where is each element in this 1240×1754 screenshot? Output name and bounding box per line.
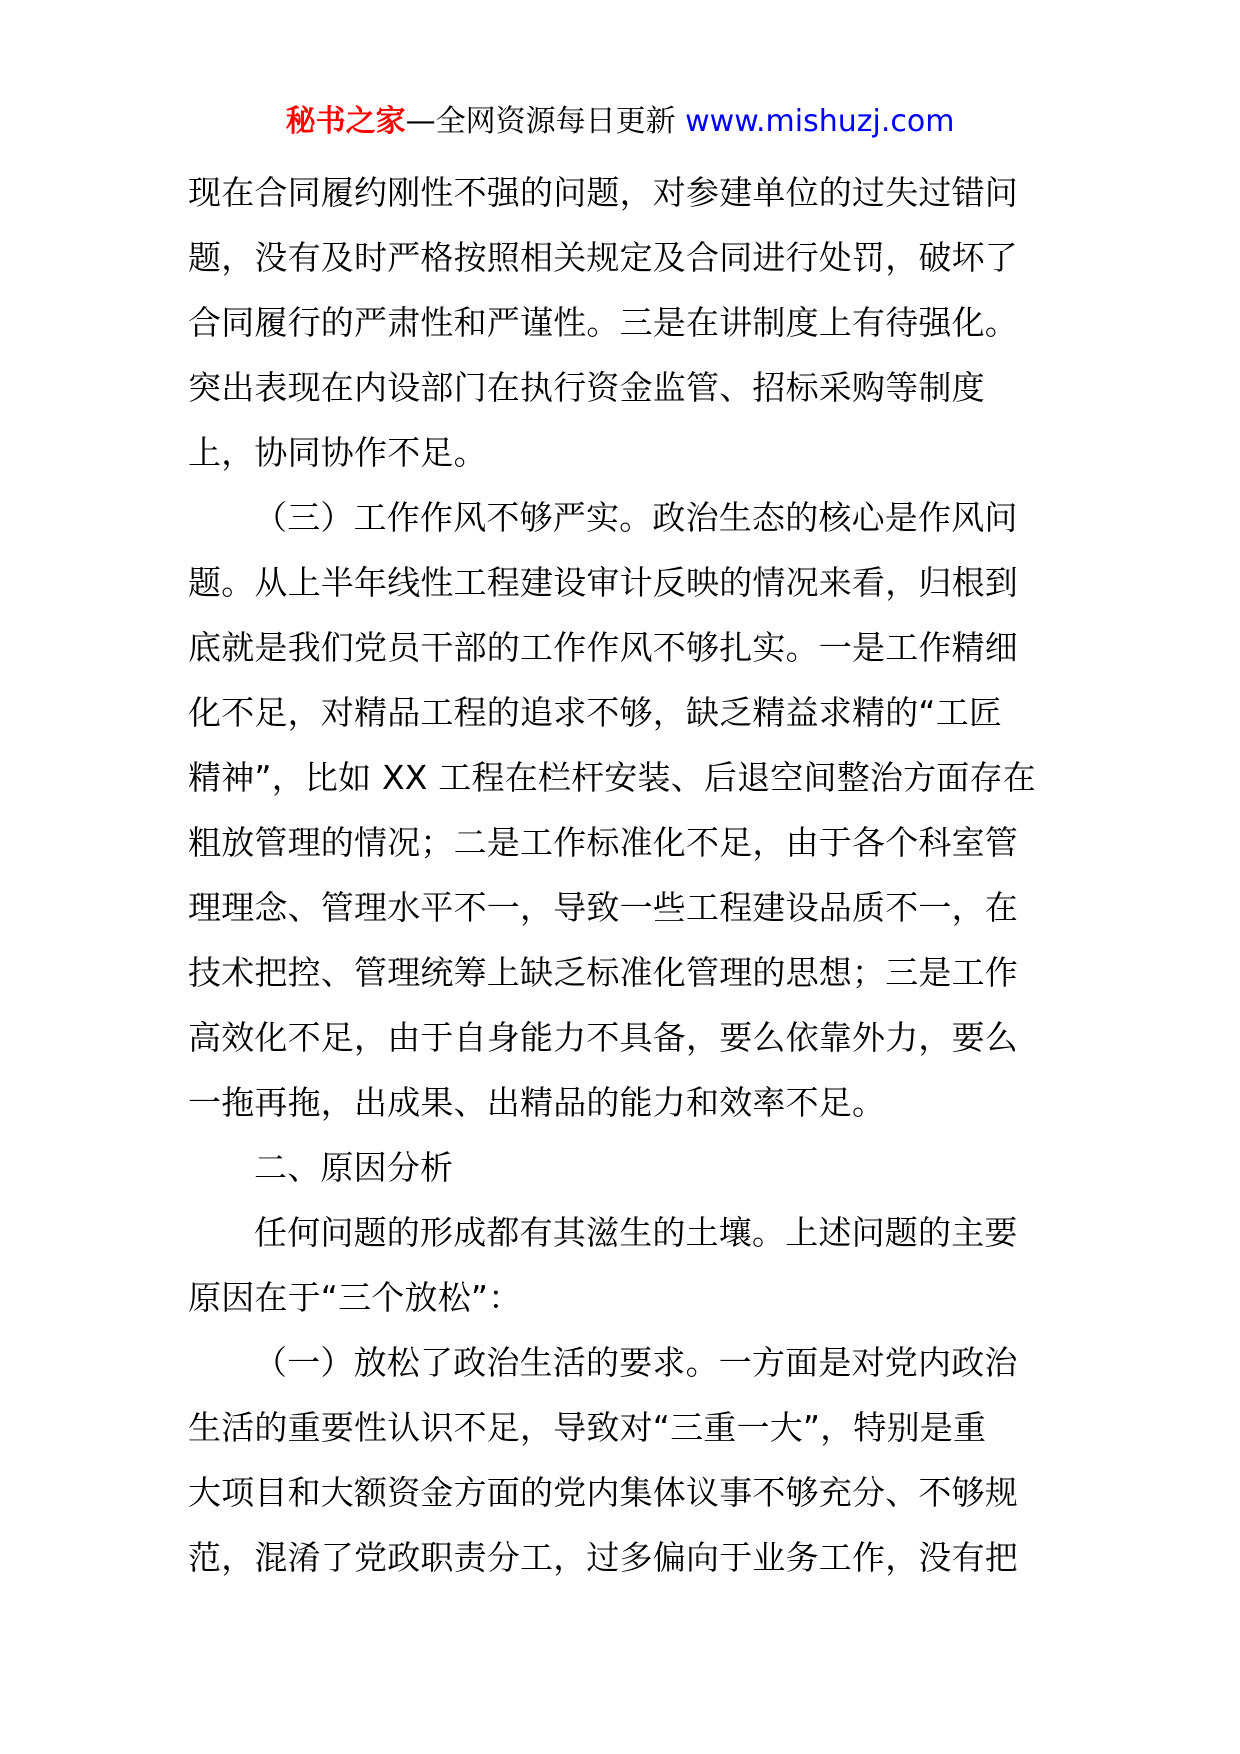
header-tagline: —全网资源每日更新 [405, 104, 686, 139]
text-line: 大项目和大额资金方面的党内集体议事不够充分、不够规 [188, 1473, 1018, 1512]
page-header [0, 100, 1240, 144]
text-line: 突出表现在内设部门在执行资金监管、招标采购等制度 [188, 368, 985, 407]
document-body [188, 160, 1058, 1590]
paragraph-start: 任何问题的形成都有其滋生的土壤。上述问题的主要 [254, 1213, 1018, 1252]
text-line: 精神”，比如 XX 工程在栏杆安装、后退空间整治方面存在 [188, 758, 1036, 797]
text-line: 化不足，对精品工程的追求不够，缺乏精益求精的“工匠 [188, 693, 1003, 732]
text-line: 现在合同履约刚性不强的问题，对参建单位的过失过错问 [188, 173, 1018, 212]
text-line: 粗放管理的情况；二是工作标准化不足，由于各个科室管 [188, 823, 1018, 862]
text-line: 高效化不足，由于自身能力不具备，要么依靠外力，要么 [188, 1018, 1018, 1057]
text-line: 技术把控、管理统筹上缺乏标准化管理的思想；三是工作 [188, 953, 1018, 992]
text-line: 底就是我们党员干部的工作作风不够扎实。一是工作精细 [188, 628, 1018, 667]
text-line: 题。从上半年线性工程建设审计反映的情况来看，归根到 [188, 563, 1018, 602]
text-line: 理理念、管理水平不一，导致一些工程建设品质不一，在 [188, 888, 1018, 927]
text-line: 生活的重要性认识不足，导致对“三重一大”，特别是重 [188, 1408, 987, 1447]
paragraph-heading-3: （三）工作作风不够严实。政治生态的核心是作风问 [254, 498, 1018, 537]
text-line: 范，混淆了党政职责分工，过多偏向于业务工作，没有把 [188, 1538, 1018, 1577]
brand-name: 秘书之家 [285, 104, 406, 139]
text-line: 原因在于“三个放松”： [188, 1278, 522, 1317]
text-line: 合同履行的严肃性和严谨性。三是在讲制度上有待强化。 [188, 303, 1018, 342]
site-url-link[interactable]: www.mishuzj.com [685, 104, 955, 139]
text-line: 上，协同协作不足。 [188, 433, 487, 472]
text-line: 一拖再拖，出成果、出精品的能力和效率不足。 [188, 1083, 886, 1122]
paragraph-heading-1: （一）放松了政治生活的要求。一方面是对党内政治 [254, 1343, 1018, 1382]
text-line: 题，没有及时严格按照相关规定及合同进行处罚，破坏了 [188, 238, 1018, 277]
section-heading-2: 二、原因分析 [254, 1148, 454, 1187]
